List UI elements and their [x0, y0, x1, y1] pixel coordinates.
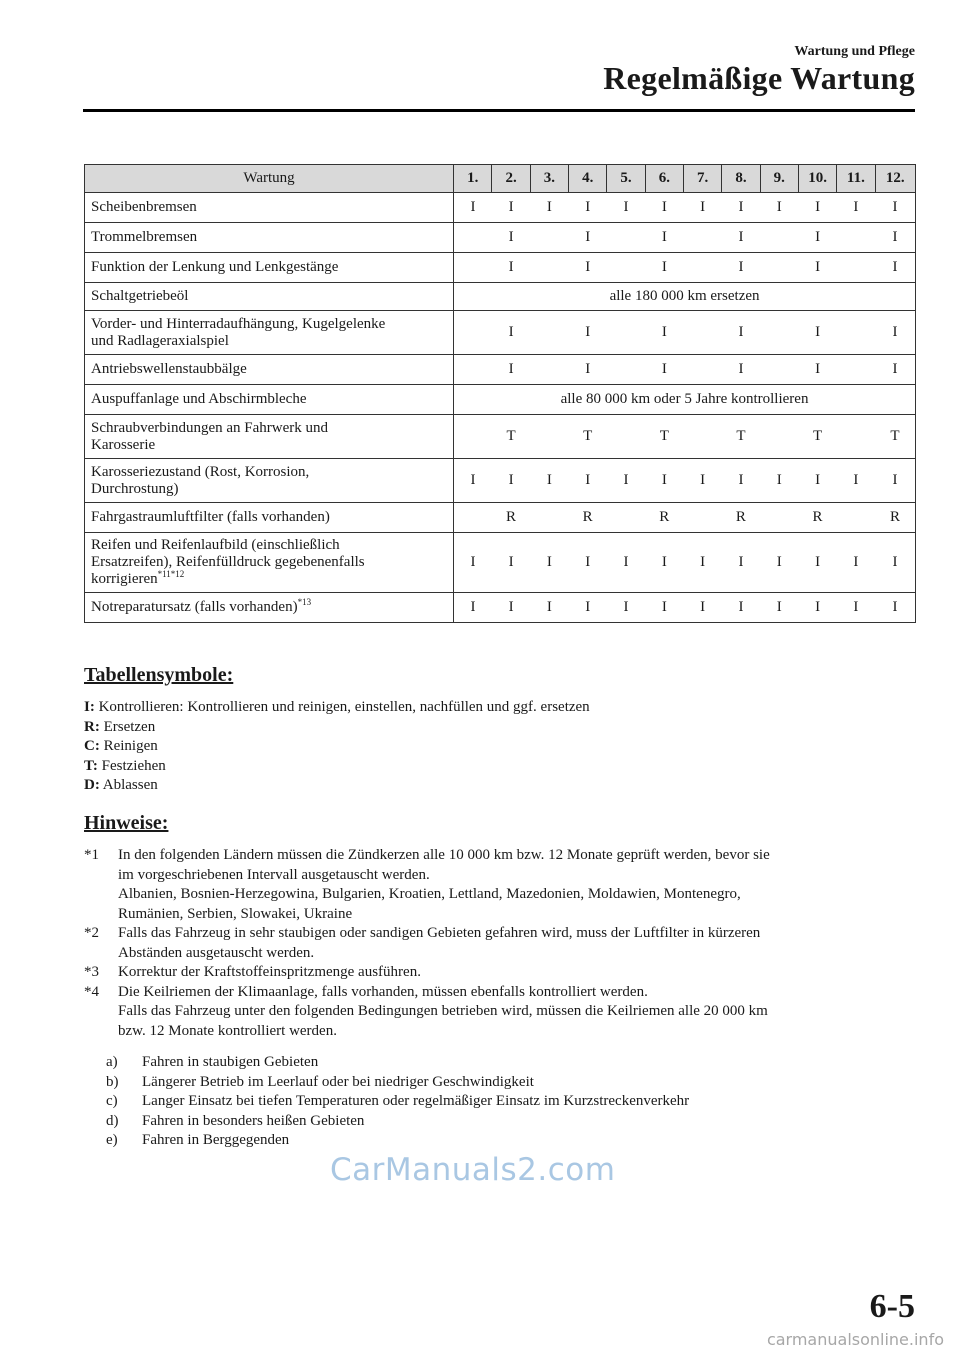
condition-item: [106, 1073, 689, 1093]
maintenance-mark: T: [645, 415, 683, 459]
column-header: 12.: [875, 165, 915, 193]
note-item: [84, 924, 916, 963]
maintenance-mark: [837, 503, 875, 533]
note-line: Abständen ausgetauscht werden.: [118, 944, 315, 961]
condition-letter: e): [106, 1132, 118, 1148]
item-line: Schaltgetriebeöl: [91, 288, 189, 304]
symbol-key: D:: [84, 777, 100, 793]
maintenance-mark: I: [569, 223, 607, 253]
maintenance-mark: I: [798, 193, 836, 223]
maintenance-mark: I: [645, 459, 683, 503]
maintenance-mark: I: [722, 253, 760, 283]
maintenance-item: [85, 311, 454, 355]
item-line: Fahrgastraumluftfilter (falls vorhanden): [91, 509, 330, 525]
column-header: 6.: [645, 165, 683, 193]
maintenance-table: [84, 164, 916, 623]
note-text: [118, 846, 916, 924]
maintenance-mark: I: [645, 355, 683, 385]
maintenance-mark: I: [607, 533, 645, 593]
maintenance-mark: [454, 503, 492, 533]
maintenance-mark: I: [645, 223, 683, 253]
maintenance-mark: I: [722, 593, 760, 623]
maintenance-mark: I: [645, 253, 683, 283]
column-header: 9.: [760, 165, 798, 193]
table-header-row: [85, 165, 916, 193]
maintenance-mark: I: [798, 223, 836, 253]
maintenance-mark: I: [760, 193, 798, 223]
maintenance-item: [85, 253, 454, 283]
table-row: [85, 311, 916, 355]
maintenance-mark: T: [492, 415, 530, 459]
note-line: bzw. 12 Monate kontrolliert werden.: [118, 1022, 337, 1039]
maintenance-item: [85, 503, 454, 533]
maintenance-mark: [607, 311, 645, 355]
maintenance-mark: [760, 355, 798, 385]
maintenance-mark: I: [454, 193, 492, 223]
maintenance-mark: [837, 355, 875, 385]
item-line: korrigieren: [91, 571, 158, 587]
symbol-key: C:: [84, 738, 100, 754]
maintenance-mark: I: [454, 533, 492, 593]
condition-letter: a): [106, 1054, 118, 1070]
maintenance-mark: R: [722, 503, 760, 533]
page-title: Regelmäßige Wartung: [603, 60, 915, 96]
maintenance-mark: I: [798, 253, 836, 283]
note-number: *3: [84, 964, 99, 980]
footnote-ref: *11*12: [157, 569, 185, 579]
maintenance-mark: I: [798, 355, 836, 385]
maintenance-item: [85, 193, 454, 223]
table-row: [85, 223, 916, 253]
maintenance-mark: [837, 253, 875, 283]
maintenance-mark: I: [569, 533, 607, 593]
maintenance-mark: I: [875, 253, 915, 283]
maintenance-mark: [530, 503, 568, 533]
maintenance-mark: [454, 415, 492, 459]
maintenance-mark: I: [569, 311, 607, 355]
maintenance-mark: R: [492, 503, 530, 533]
note-line: Die Keilriemen der Klimaanlage, falls vorhanden, müssen ebenfalls kontrolliert werden.: [118, 983, 648, 1000]
maintenance-item: [85, 415, 454, 459]
maintenance-mark: I: [875, 355, 915, 385]
symbol-key: T:: [84, 757, 98, 774]
maintenance-item: [85, 355, 454, 385]
symbol-text: Ablassen: [102, 777, 158, 793]
maintenance-mark: I: [492, 533, 530, 593]
symbol-entry: [84, 737, 590, 757]
maintenance-mark: I: [645, 311, 683, 355]
maintenance-mark: I: [530, 593, 568, 623]
column-header: 3.: [530, 165, 568, 193]
maintenance-mark: [454, 253, 492, 283]
maintenance-mark: I: [722, 533, 760, 593]
maintenance-mark: [760, 253, 798, 283]
condition-item: [106, 1092, 689, 1112]
maintenance-mark: [607, 223, 645, 253]
note-line: In den folgenden Ländern müssen die Zündkerzen alle 10 000 km bzw. 12 Monate geprüft werden, bevor sie: [118, 847, 770, 863]
note-line: Rumänien, Serbien, Slowakei, Ukraine: [118, 905, 353, 922]
column-header: 4.: [569, 165, 607, 193]
maintenance-mark: I: [569, 459, 607, 503]
maintenance-mark: I: [875, 193, 915, 223]
item-line: Karosseriezustand (Rost, Korrosion,: [91, 463, 310, 480]
condition-letter: b): [106, 1073, 119, 1090]
note-line: im vorgeschriebenen Intervall ausgetauscht werden.: [118, 866, 430, 883]
maintenance-mark: I: [875, 533, 915, 593]
maintenance-mark: I: [530, 459, 568, 503]
note-line: Falls das Fahrzeug in sehr staubigen oder sandigen Gebieten gefahren wird, muss der Luftfilter in kürzeren: [118, 925, 761, 941]
condition-text: Fahren in besonders heißen Gebieten: [142, 1112, 365, 1129]
maintenance-mark: [837, 223, 875, 253]
maintenance-mark: I: [569, 193, 607, 223]
maintenance-mark: I: [760, 459, 798, 503]
symbol-entry: [84, 698, 590, 718]
watermark: CarManuals2.com: [330, 1152, 616, 1188]
maintenance-mark: I: [454, 459, 492, 503]
maintenance-mark: [607, 415, 645, 459]
maintenance-mark: [530, 415, 568, 459]
table-row: [85, 415, 916, 459]
table-row: [85, 533, 916, 593]
note-number: *1: [84, 847, 99, 863]
maintenance-mark: R: [645, 503, 683, 533]
maintenance-mark: I: [569, 253, 607, 283]
note-text: [118, 963, 916, 983]
symbols-heading: Tabellensymbole:: [84, 664, 234, 686]
maintenance-mark: I: [798, 311, 836, 355]
maintenance-mark: I: [492, 459, 530, 503]
condition-text: Langer Einsatz bei tiefen Temperaturen oder regelmäßiger Einsatz im Kurzstreckenverkehr: [142, 1093, 690, 1109]
maintenance-mark: [837, 311, 875, 355]
maintenance-mark: I: [492, 193, 530, 223]
maintenance-mark: I: [837, 193, 875, 223]
symbol-entry: [84, 718, 590, 738]
maintenance-mark: I: [760, 533, 798, 593]
maintenance-mark: I: [837, 533, 875, 593]
maintenance-mark: I: [722, 223, 760, 253]
maintenance-mark: I: [683, 593, 721, 623]
maintenance-mark: [760, 311, 798, 355]
maintenance-mark: I: [492, 223, 530, 253]
maintenance-mark: [683, 503, 721, 533]
column-header: 10.: [798, 165, 836, 193]
item-line: Vorder- und Hinterradaufhängung, Kugelgelenke: [91, 315, 386, 332]
maintenance-item: [85, 533, 454, 593]
maintenance-mark: R: [569, 503, 607, 533]
column-header: 5.: [607, 165, 645, 193]
maintenance-mark: I: [607, 193, 645, 223]
item-line: und Radlageraxialspiel: [91, 332, 229, 349]
symbol-text: Kontrollieren: Kontrollieren und reinigen, einstellen, nachfüllen und ggf. ersetzen: [98, 699, 590, 715]
note-item: [84, 983, 916, 1042]
maintenance-mark: I: [645, 193, 683, 223]
page-number: 6-5: [869, 1288, 915, 1325]
footer-source: carmanualsonline.info: [766, 1330, 944, 1349]
symbol-entry: [84, 776, 590, 796]
maintenance-mark: I: [530, 193, 568, 223]
item-line: Auspuffanlage und Abschirmbleche: [91, 391, 307, 407]
maintenance-mark: R: [875, 503, 915, 533]
maintenance-mark: I: [722, 355, 760, 385]
item-line: Ersatzreifen), Reifenfülldruck gegebenenfalls: [91, 554, 365, 570]
maintenance-mark: [607, 253, 645, 283]
symbol-key: I:: [84, 699, 95, 715]
maintenance-mark: I: [683, 193, 721, 223]
notes-heading: Hinweise:: [84, 812, 169, 834]
maintenance-mark: T: [875, 415, 915, 459]
table-row: [85, 503, 916, 533]
maintenance-mark: I: [798, 533, 836, 593]
conditions-list: [106, 1053, 689, 1151]
maintenance-item: [85, 593, 454, 623]
interval-note: alle 80 000 km oder 5 Jahre kontrollieren: [454, 385, 916, 415]
maintenance-mark: T: [722, 415, 760, 459]
note-line: Falls das Fahrzeug unter den folgenden Bedingungen betrieben wird, müssen die Keilriemen alle 20 000 km: [118, 1003, 768, 1019]
maintenance-item: [85, 385, 454, 415]
maintenance-mark: [683, 415, 721, 459]
item-line: Karosserie: [91, 436, 156, 453]
maintenance-mark: I: [722, 193, 760, 223]
condition-text: Fahren in staubigen Gebieten: [142, 1054, 319, 1070]
condition-item: [106, 1131, 689, 1151]
maintenance-mark: I: [569, 593, 607, 623]
header-rule: [83, 109, 915, 112]
maintenance-mark: I: [569, 355, 607, 385]
maintenance-mark: I: [683, 459, 721, 503]
note-number: *4: [84, 983, 99, 1000]
maintenance-mark: I: [875, 593, 915, 623]
maintenance-mark: I: [645, 533, 683, 593]
maintenance-item: [85, 223, 454, 253]
maintenance-mark: [530, 223, 568, 253]
maintenance-mark: I: [454, 593, 492, 623]
maintenance-mark: [454, 355, 492, 385]
maintenance-mark: I: [530, 533, 568, 593]
item-line: Reifen und Reifenlaufbild (einschließlich: [91, 537, 340, 553]
maintenance-mark: [530, 253, 568, 283]
maintenance-mark: I: [492, 355, 530, 385]
maintenance-mark: I: [798, 459, 836, 503]
column-header: 8.: [722, 165, 760, 193]
condition-text: Fahren in Berggegenden: [142, 1132, 290, 1148]
maintenance-mark: [607, 503, 645, 533]
table-row: [85, 253, 916, 283]
maintenance-mark: [683, 253, 721, 283]
maintenance-mark: I: [760, 593, 798, 623]
maintenance-mark: I: [798, 593, 836, 623]
maintenance-mark: T: [569, 415, 607, 459]
symbol-text: Reinigen: [103, 738, 158, 754]
maintenance-mark: T: [798, 415, 836, 459]
item-line: Antriebswellenstaubbälge: [91, 361, 247, 377]
symbol-text: Festziehen: [101, 757, 166, 774]
column-header: 7.: [683, 165, 721, 193]
column-header: 11.: [837, 165, 875, 193]
item-line: Funktion der Lenkung und Lenkgestänge: [91, 259, 339, 275]
maintenance-item: [85, 283, 454, 311]
item-line: Notreparatursatz (falls vorhanden): [91, 599, 298, 615]
maintenance-mark: [683, 311, 721, 355]
symbol-text: Ersetzen: [103, 718, 156, 735]
item-line: Durchrostung): [91, 480, 179, 497]
maintenance-mark: I: [875, 311, 915, 355]
item-line: Schraubverbindungen an Fahrwerk und: [91, 419, 329, 436]
footnote-ref: *13: [297, 597, 312, 607]
maintenance-mark: [760, 415, 798, 459]
condition-letter: c): [106, 1093, 118, 1109]
notes-list: [84, 846, 916, 1041]
column-header: 1.: [454, 165, 492, 193]
maintenance-mark: I: [722, 459, 760, 503]
maintenance-mark: I: [875, 223, 915, 253]
maintenance-mark: R: [798, 503, 836, 533]
maintenance-mark: [530, 311, 568, 355]
symbol-key: R:: [84, 718, 100, 735]
section-label: Wartung und Pflege: [794, 44, 915, 59]
note-item: [84, 963, 916, 983]
maintenance-mark: I: [607, 593, 645, 623]
maintenance-mark: [760, 223, 798, 253]
maintenance-mark: [607, 355, 645, 385]
maintenance-mark: [530, 355, 568, 385]
symbol-entry: [84, 757, 590, 777]
column-header: 2.: [492, 165, 530, 193]
maintenance-item: [85, 459, 454, 503]
maintenance-mark: [837, 415, 875, 459]
table-row: [85, 459, 916, 503]
maintenance-mark: I: [492, 311, 530, 355]
note-line: Albanien, Bosnien-Herzegowina, Bulgarien, Kroatien, Lettland, Mazedonien, Moldawien, Montenegro,: [118, 886, 741, 902]
table-row: [85, 385, 916, 415]
maintenance-mark: I: [492, 593, 530, 623]
maintenance-mark: I: [837, 593, 875, 623]
note-text: [118, 983, 916, 1042]
table-row: [85, 355, 916, 385]
maintenance-mark: I: [645, 593, 683, 623]
table-row: [85, 593, 916, 623]
item-line: Trommelbremsen: [91, 229, 198, 245]
maintenance-mark: [454, 311, 492, 355]
maintenance-mark: I: [683, 533, 721, 593]
maintenance-mark: [683, 223, 721, 253]
note-number: *2: [84, 925, 99, 941]
symbols-list: [84, 698, 590, 796]
maintenance-mark: [760, 503, 798, 533]
table-row: [85, 193, 916, 223]
maintenance-mark: I: [875, 459, 915, 503]
maintenance-mark: I: [492, 253, 530, 283]
note-text: [118, 924, 916, 963]
note-item: [84, 846, 916, 924]
note-line: Korrektur der Kraftstoffeinspritzmenge ausführen.: [118, 964, 421, 980]
table-row: [85, 283, 916, 311]
condition-letter: d): [106, 1112, 119, 1129]
condition-item: [106, 1112, 689, 1132]
maintenance-mark: I: [837, 459, 875, 503]
interval-note: alle 180 000 km ersetzen: [454, 283, 916, 311]
maintenance-mark: [683, 355, 721, 385]
condition-item: [106, 1053, 689, 1073]
maintenance-mark: I: [607, 459, 645, 503]
header-wartung: Wartung: [85, 165, 454, 193]
condition-text: Längerer Betrieb im Leerlauf oder bei niedriger Geschwindigkeit: [142, 1073, 534, 1090]
maintenance-mark: [454, 223, 492, 253]
item-line: Scheibenbremsen: [91, 199, 197, 215]
maintenance-mark: I: [722, 311, 760, 355]
